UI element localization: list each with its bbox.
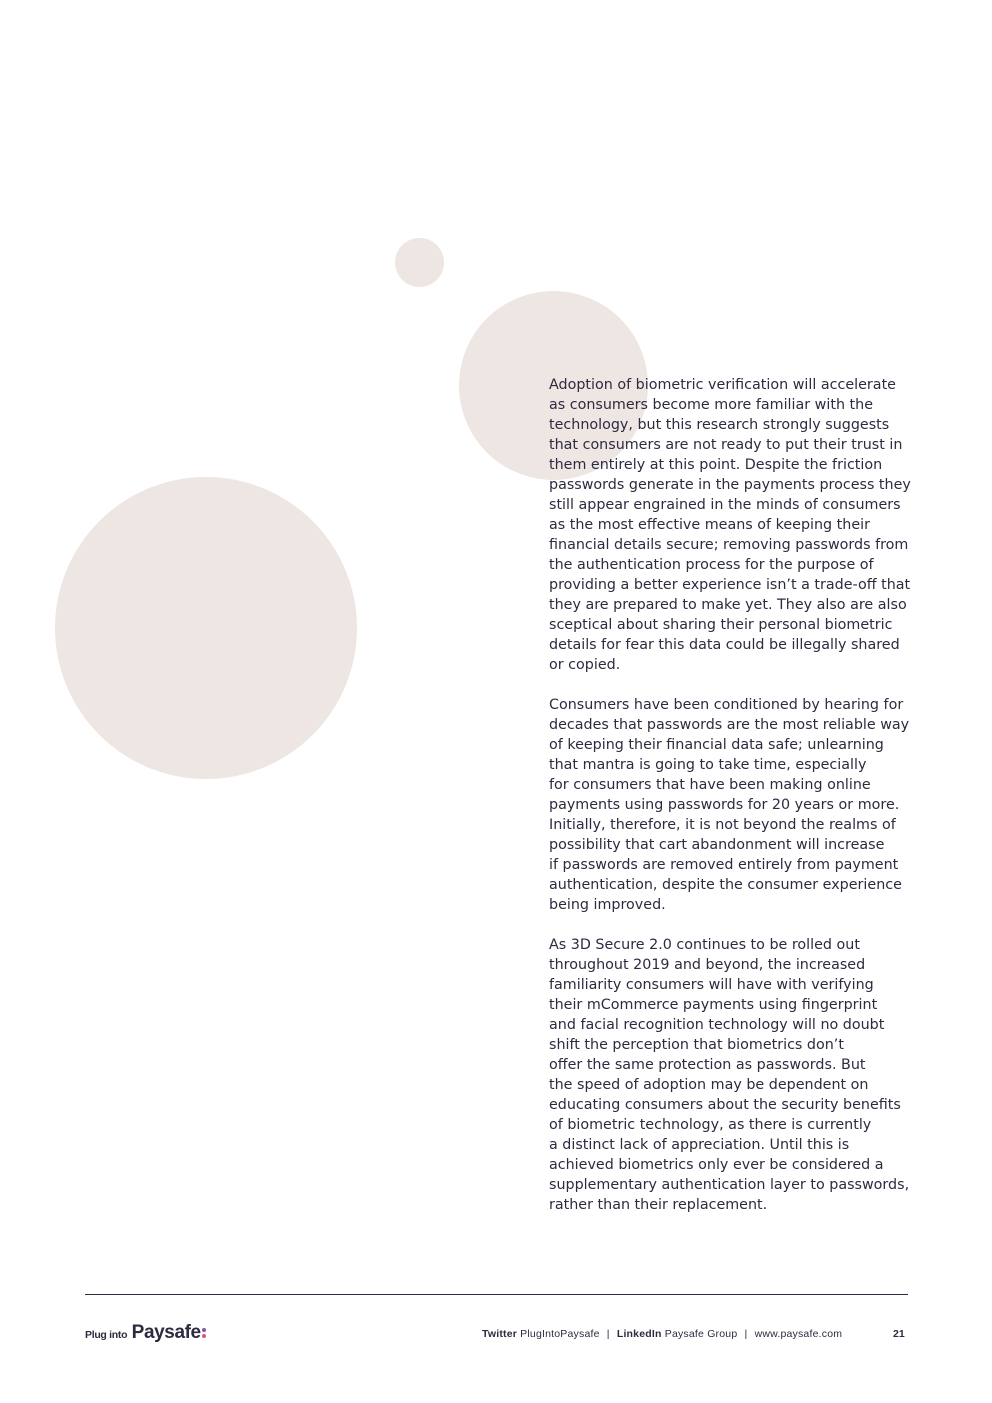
paragraph — [549, 375, 909, 675]
text-line: or copied. — [549, 657, 621, 673]
footer-divider — [85, 1294, 908, 1295]
text-line: still appear engrained in the minds of consumers — [549, 497, 901, 513]
text-line: for consumers that have been making online — [549, 777, 871, 793]
text-line: of keeping their financial data safe; unlearning — [549, 737, 884, 753]
text-line: payments using passwords for 20 years or more. — [549, 797, 900, 813]
linkedin-label: LinkedIn — [616, 1328, 662, 1340]
paragraph — [549, 935, 909, 1215]
footer-separator: | — [606, 1328, 610, 1340]
text-line: As 3D Secure 2.0 continues to be rolled out — [549, 937, 860, 953]
logo-dots-icon — [202, 1325, 207, 1339]
paragraph — [549, 695, 909, 915]
text-line: Adoption of biometric verification will accelerate — [549, 377, 896, 393]
text-line: the speed of adoption may be dependent on — [549, 1077, 869, 1093]
text-line: passwords generate in the payments process they — [549, 477, 911, 493]
text-line: authentication, despite the consumer experience — [549, 877, 902, 893]
text-line: achieved biometrics only ever be considered a — [549, 1157, 884, 1173]
text-line: throughout 2019 and beyond, the increased — [549, 957, 866, 973]
text-line: financial details secure; removing passwords from — [549, 537, 909, 553]
text-line: they are prepared to make yet. They also are also — [549, 597, 907, 613]
logo-prefix: Plug into — [85, 1329, 128, 1341]
footer-separator: | — [744, 1328, 748, 1340]
text-line: that consumers are not ready to put their trust in — [549, 437, 903, 453]
text-line: being improved. — [549, 897, 666, 913]
text-line: possibility that cart abandonment will increase — [549, 837, 885, 853]
twitter-label: Twitter — [482, 1328, 518, 1340]
text-line: a distinct lack of appreciation. Until this is — [549, 1137, 850, 1153]
text-line: Initially, therefore, it is not beyond the realms of — [549, 817, 896, 833]
text-line: educating consumers about the security benefits — [549, 1097, 901, 1113]
text-line: decades that passwords are the most reliable way — [549, 717, 910, 733]
text-line: shift the perception that biometrics don’t — [549, 1037, 844, 1053]
decorative-circle-large — [55, 477, 357, 779]
text-line: them entirely at this point. Despite the friction — [549, 457, 883, 473]
text-line: offer the same protection as passwords. But — [549, 1057, 866, 1073]
text-line: providing a better experience isn’t a trade-off that — [549, 577, 911, 593]
text-line: and facial recognition technology will no doubt — [549, 1017, 885, 1033]
logo-brand: Paysafe — [131, 1322, 201, 1343]
decorative-circle-small — [395, 238, 444, 287]
text-line: as the most effective means of keeping their — [549, 517, 870, 533]
article-body — [549, 375, 909, 1235]
text-line: familiarity consumers will have with verifying — [549, 977, 874, 993]
text-line: Consumers have been conditioned by hearing for — [549, 697, 904, 713]
text-line: details for fear this data could be illegally shared — [549, 637, 900, 653]
twitter-handle[interactable]: PlugIntoPaysafe — [520, 1328, 600, 1340]
text-line: the authentication process for the purpose of — [549, 557, 874, 573]
website-link[interactable]: www.paysafe.com — [754, 1328, 843, 1340]
text-line: if passwords are removed entirely from payment — [549, 857, 899, 873]
text-line: supplementary authentication layer to passwords, — [549, 1177, 910, 1193]
text-line: rather than their replacement. — [549, 1197, 768, 1213]
footer-links — [482, 1328, 842, 1340]
text-line: their mCommerce payments using fingerprint — [549, 997, 878, 1013]
paysafe-logo — [85, 1322, 207, 1346]
text-line: that mantra is going to take time, especially — [549, 757, 867, 773]
text-line: technology, but this research strongly suggests — [549, 417, 890, 433]
page-number: 21 — [893, 1328, 905, 1340]
text-line: sceptical about sharing their personal biometric — [549, 617, 893, 633]
linkedin-name[interactable]: Paysafe Group — [664, 1328, 738, 1340]
text-line: as consumers become more familiar with the — [549, 397, 874, 413]
text-line: of biometric technology, as there is currently — [549, 1117, 872, 1133]
